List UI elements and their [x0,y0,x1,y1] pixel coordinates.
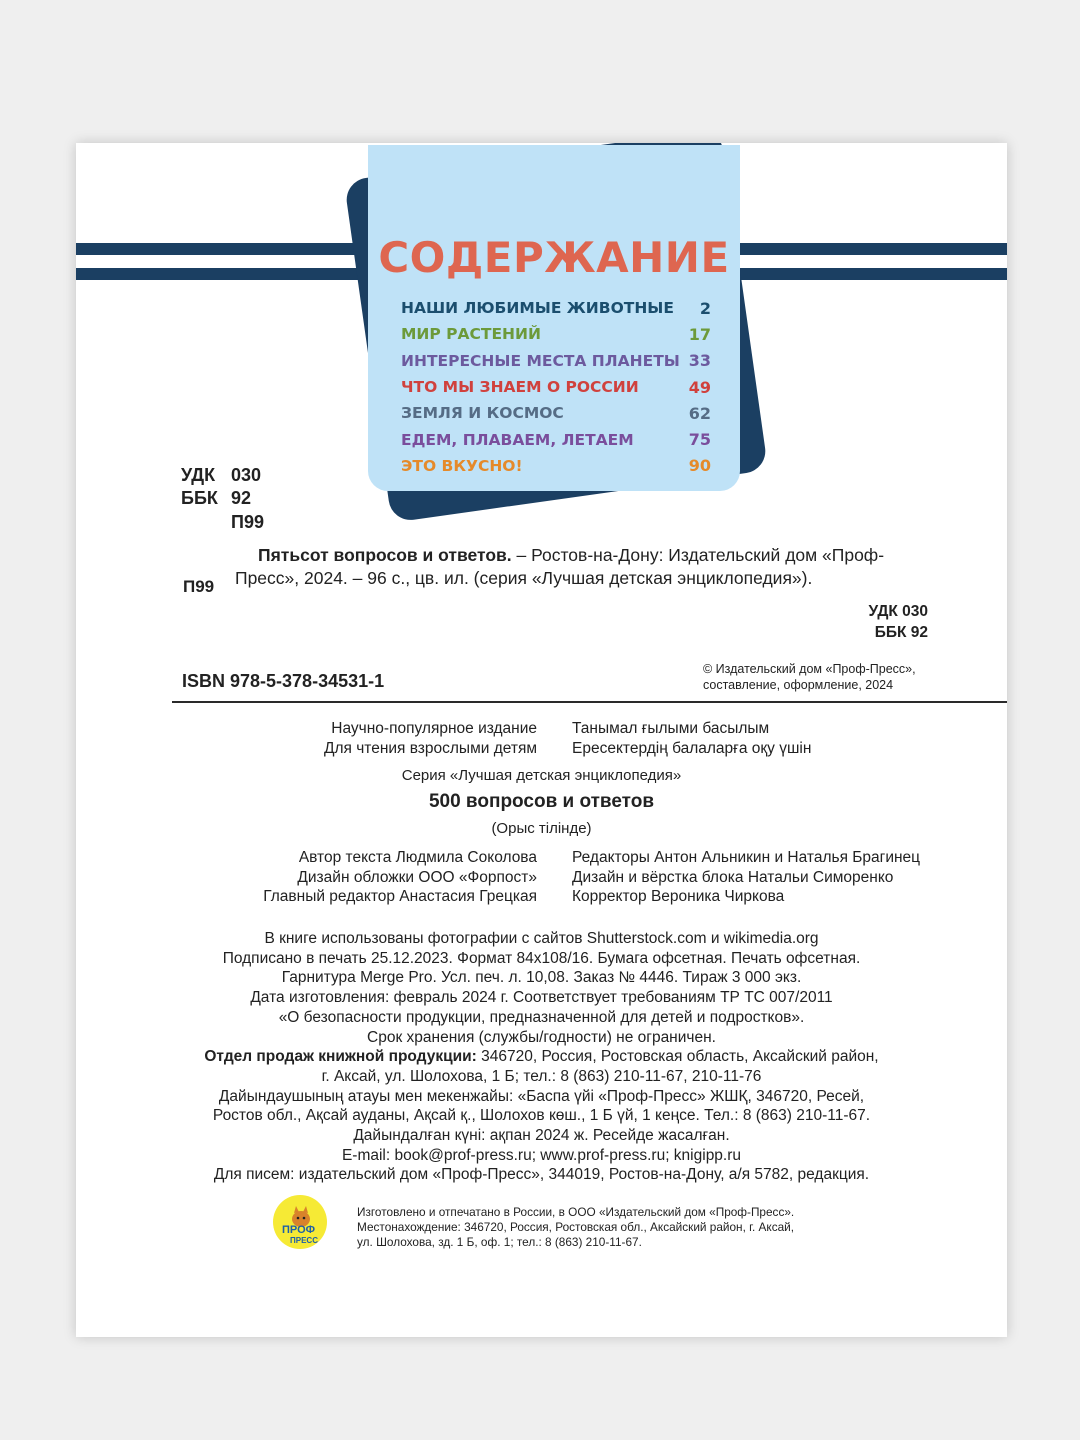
toc-card [368,145,740,491]
copyright-line-1: © Издательский дом «Проф-Пресс», [703,662,916,676]
imprint-line: г. Аксай, ул. Шолохова, 1 Б; тел.: 8 (863) 210-11-67, 210-11-76 [321,1067,762,1085]
toc-item-label: ЗЕМЛЯ И КОСМОС [401,404,564,423]
bbk-value: 92 [231,488,252,508]
imprint-line: Дата изготовления: февраль 2024 г. Соответствует требованиям ТР ТС 007/2011 [250,989,833,1007]
bib-author-mark: П99 [183,577,215,596]
udk-value: 030 [231,465,262,485]
imprint-line: Дайындалған күні: ақпан 2024 ж. Ресейде жасалған. [353,1127,730,1145]
logo-text-top: ПРОФ [282,1224,316,1236]
book-title: 500 вопросов и ответов [428,791,655,812]
toc-item [401,400,711,426]
bbk-label: ББК [181,488,218,508]
book-page [76,143,1007,1337]
toc-item-label: МИР РАСТЕНИЙ [401,325,541,344]
bib-rest: – Ростов-на-Дону: Издательский дом «Проф- [511,545,885,565]
copyright-line-2: составление, оформление, 2024 [703,678,894,692]
footer-line: Местонахождение: 346720, Россия, Ростовская обл., Аксайский район, г. Аксай, [357,1220,795,1234]
divider-line [172,701,1007,703]
imprint-lines-1 [76,929,1007,1047]
credits-right [572,848,920,907]
footer-line: ул. Шолохова, зд. 1 Б, оф. 1; тел.: 8 (863) 210-11-67. [357,1235,642,1249]
credit-line: Дизайн обложки ООО «Форпост» [297,868,537,886]
imprint-block [76,929,1007,1185]
imprint-line: Гарнитура Merge Pro. Усл. печ. л. 10,08. Заказ № 4446. Тираж 3 000 экз. [281,969,802,987]
imprint-line: «О безопасности продукции, предназначенной для детей и подростков». [278,1008,805,1026]
toc-item-page: 75 [688,430,711,450]
footer-line: Изготовлено и отпечатано в России, в ООО «Издательский дом «Проф-Пресс». [357,1205,795,1219]
toc-item-page: 33 [688,351,711,371]
bib-line-1 [258,545,884,566]
toc-item-label: ИНТЕРЕСНЫЕ МЕСТА ПЛАНЕТЫ [401,351,680,370]
sales-line [76,1047,1007,1067]
credit-line: Дизайн и вёрстка блока Натальи Симоренко [572,868,894,886]
credits-left [263,848,537,907]
toc-item [401,426,711,452]
toc-item-page: 62 [688,403,711,423]
credit-line: Редакторы Антон Альникин и Наталья Брагинец [572,849,921,866]
language-line: (Орыс тілінде) [491,820,592,837]
toc-item [401,374,711,400]
toc-item-label: ЕДЕМ, ПЛАВАЕМ, ЛЕТАЕМ [401,430,634,449]
edition-left [324,719,537,758]
toc-item [401,321,711,347]
imprint-line: Для писем: издательский дом «Проф-Пресс», 344019, Ростов-на-Дону, а/я 5782, редакция. [213,1166,870,1184]
toc-item [401,453,711,479]
imprint-line: Ростов обл., Ақсай ауданы, Ақсай қ., Шолохов көш., 1 Б үй, 1 кеңсе. Тел.: 8 (863) 210-11-67. [212,1107,871,1125]
toc-item-page: 90 [688,456,711,476]
imprint-line: В книге использованы фотографии с сайтов Shutterstock.com и wikimedia.org [264,930,819,947]
edition-right-1: Танымал ғылыми басылым [572,720,770,737]
edition-left-2: Для чтения взрослыми детям [323,739,537,757]
bib-title: Пятьсот вопросов и ответов. [258,545,512,565]
toc-item-page: 2 [699,298,711,318]
imprint-line: Подписано в печать 25.12.2023. Формат 84x108/16. Бумага офсетная. Печать офсетная. [222,949,861,967]
toc-item-page: 49 [688,377,711,397]
footer-text [357,1205,794,1250]
series-line: Серия «Лучшая детская энциклопедия» [401,767,682,784]
logo-text-bottom: ПРЕСС [290,1236,318,1245]
toc-item-label: ЧТО МЫ ЗНАЕМ О РОССИИ [401,378,639,397]
toc-list [401,295,711,479]
sales-address: 346720, Россия, Ростовская область, Аксайский район, [476,1048,879,1066]
udk-label: УДК [181,465,216,485]
imprint-lines-2 [76,1067,1007,1185]
credit-line: Автор текста Людмила Соколова [298,849,537,866]
imprint-line: Срок хранения (службы/годности) не ограничен. [367,1028,716,1046]
credit-line: Корректор Вероника Чиркова [572,888,785,905]
edition-left-1: Научно-популярное издание [331,720,537,737]
toc-item [401,348,711,374]
bib-udk: УДК 030 [868,603,928,620]
prof-press-logo [273,1195,327,1249]
toc-item-page: 17 [688,324,711,344]
toc-item-label: ЭТО ВКУСНО! [401,456,523,475]
imprint-line: Дайындаушының атауы мен мекенжайы: «Баспа үйі «Проф-Пресс» ЖШҚ, 346720, Ресей, [218,1087,865,1105]
isbn: ISBN 978-5-378-34531-1 [182,671,385,691]
toc-item [401,295,711,321]
bib-bbk: ББК 92 [874,624,928,641]
credit-line: Главный редактор Анастасия Грецкая [263,888,537,905]
toc-title: СОДЕРЖАНИЕ [378,233,730,282]
sales-label: Отдел продаж книжной продукции: [204,1048,477,1066]
bib-line-2: Пресс», 2024. – 96 с., цв. ил. (серия «Лучшая детская энциклопедия»). [235,568,813,588]
edition-right-2: Ересектердің балаларға оқу үшін [572,739,812,757]
imprint-line: E-mail: book@prof-press.ru; www.prof-press.ru; knigipp.ru [341,1146,742,1164]
toc-item-label: НАШИ ЛЮБИМЫЕ ЖИВОТНЫЕ [401,299,674,318]
author-mark: П99 [231,512,264,532]
edition-right [572,719,811,758]
